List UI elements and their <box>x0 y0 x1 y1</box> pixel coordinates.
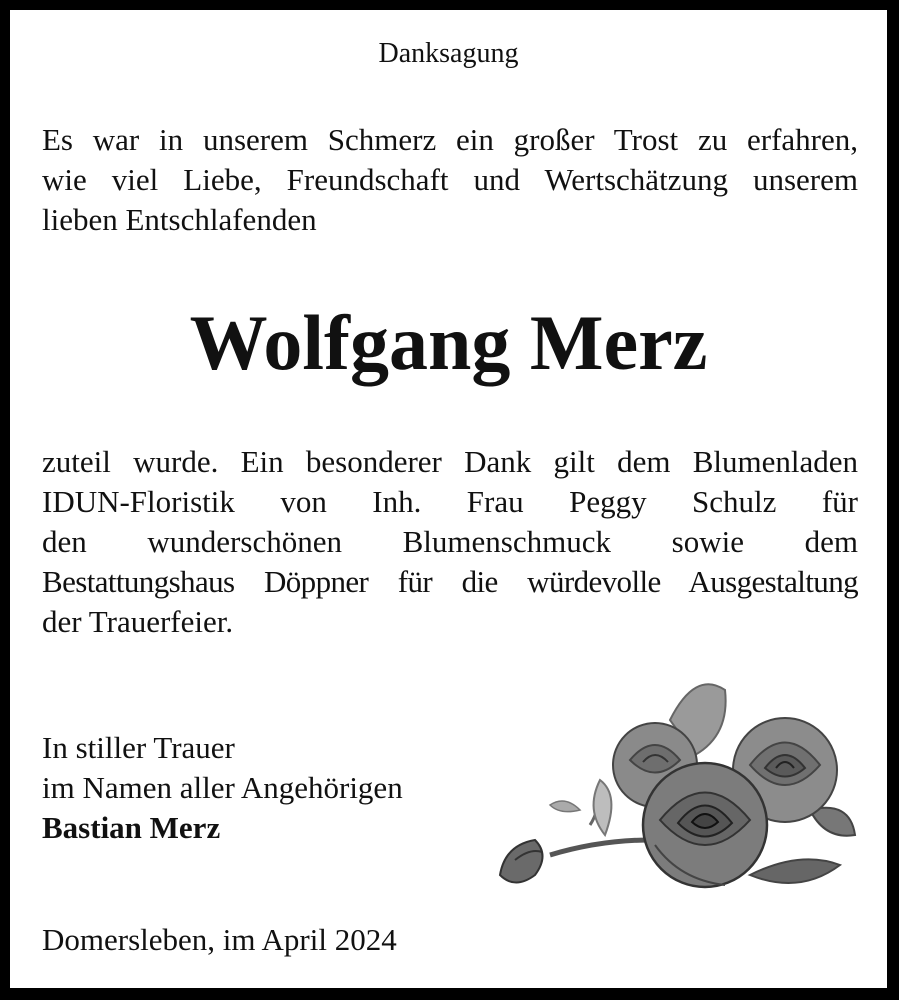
body-line: Bestattungshaus Döppner für die würdevolle Ausgestaltung <box>42 564 858 599</box>
body-text <box>42 442 858 642</box>
closing-line: im Namen aller Angehörigen <box>42 770 403 805</box>
place-date: Domersleben, im April 2024 <box>42 922 397 957</box>
deceased-name: Wolfgang Merz <box>189 299 708 386</box>
roses-icon <box>480 660 860 900</box>
body-line: den wunderschönen Blumenschmuck sowie dem <box>42 524 858 559</box>
closing-line: In stiller Trauer <box>42 730 235 765</box>
intro-line: lieben Entschlafenden <box>42 202 317 237</box>
signer-name: Bastian Merz <box>42 810 221 845</box>
intro-line: Es war in unserem Schmerz ein großer Trost zu erfahren, <box>42 122 858 157</box>
heading: Danksagung <box>378 38 519 69</box>
obituary-card <box>10 10 887 988</box>
body-line: IDUN-Floristik von Inh. Frau Peggy Schulz für <box>42 484 858 519</box>
intro-text <box>42 120 858 240</box>
body-line: der Trauerfeier. <box>42 604 234 639</box>
body-line: zuteil wurde. Ein besonderer Dank gilt dem Blumenladen <box>42 444 858 479</box>
intro-line: wie viel Liebe, Freundschaft und Wertschätzung unserem <box>42 162 858 197</box>
